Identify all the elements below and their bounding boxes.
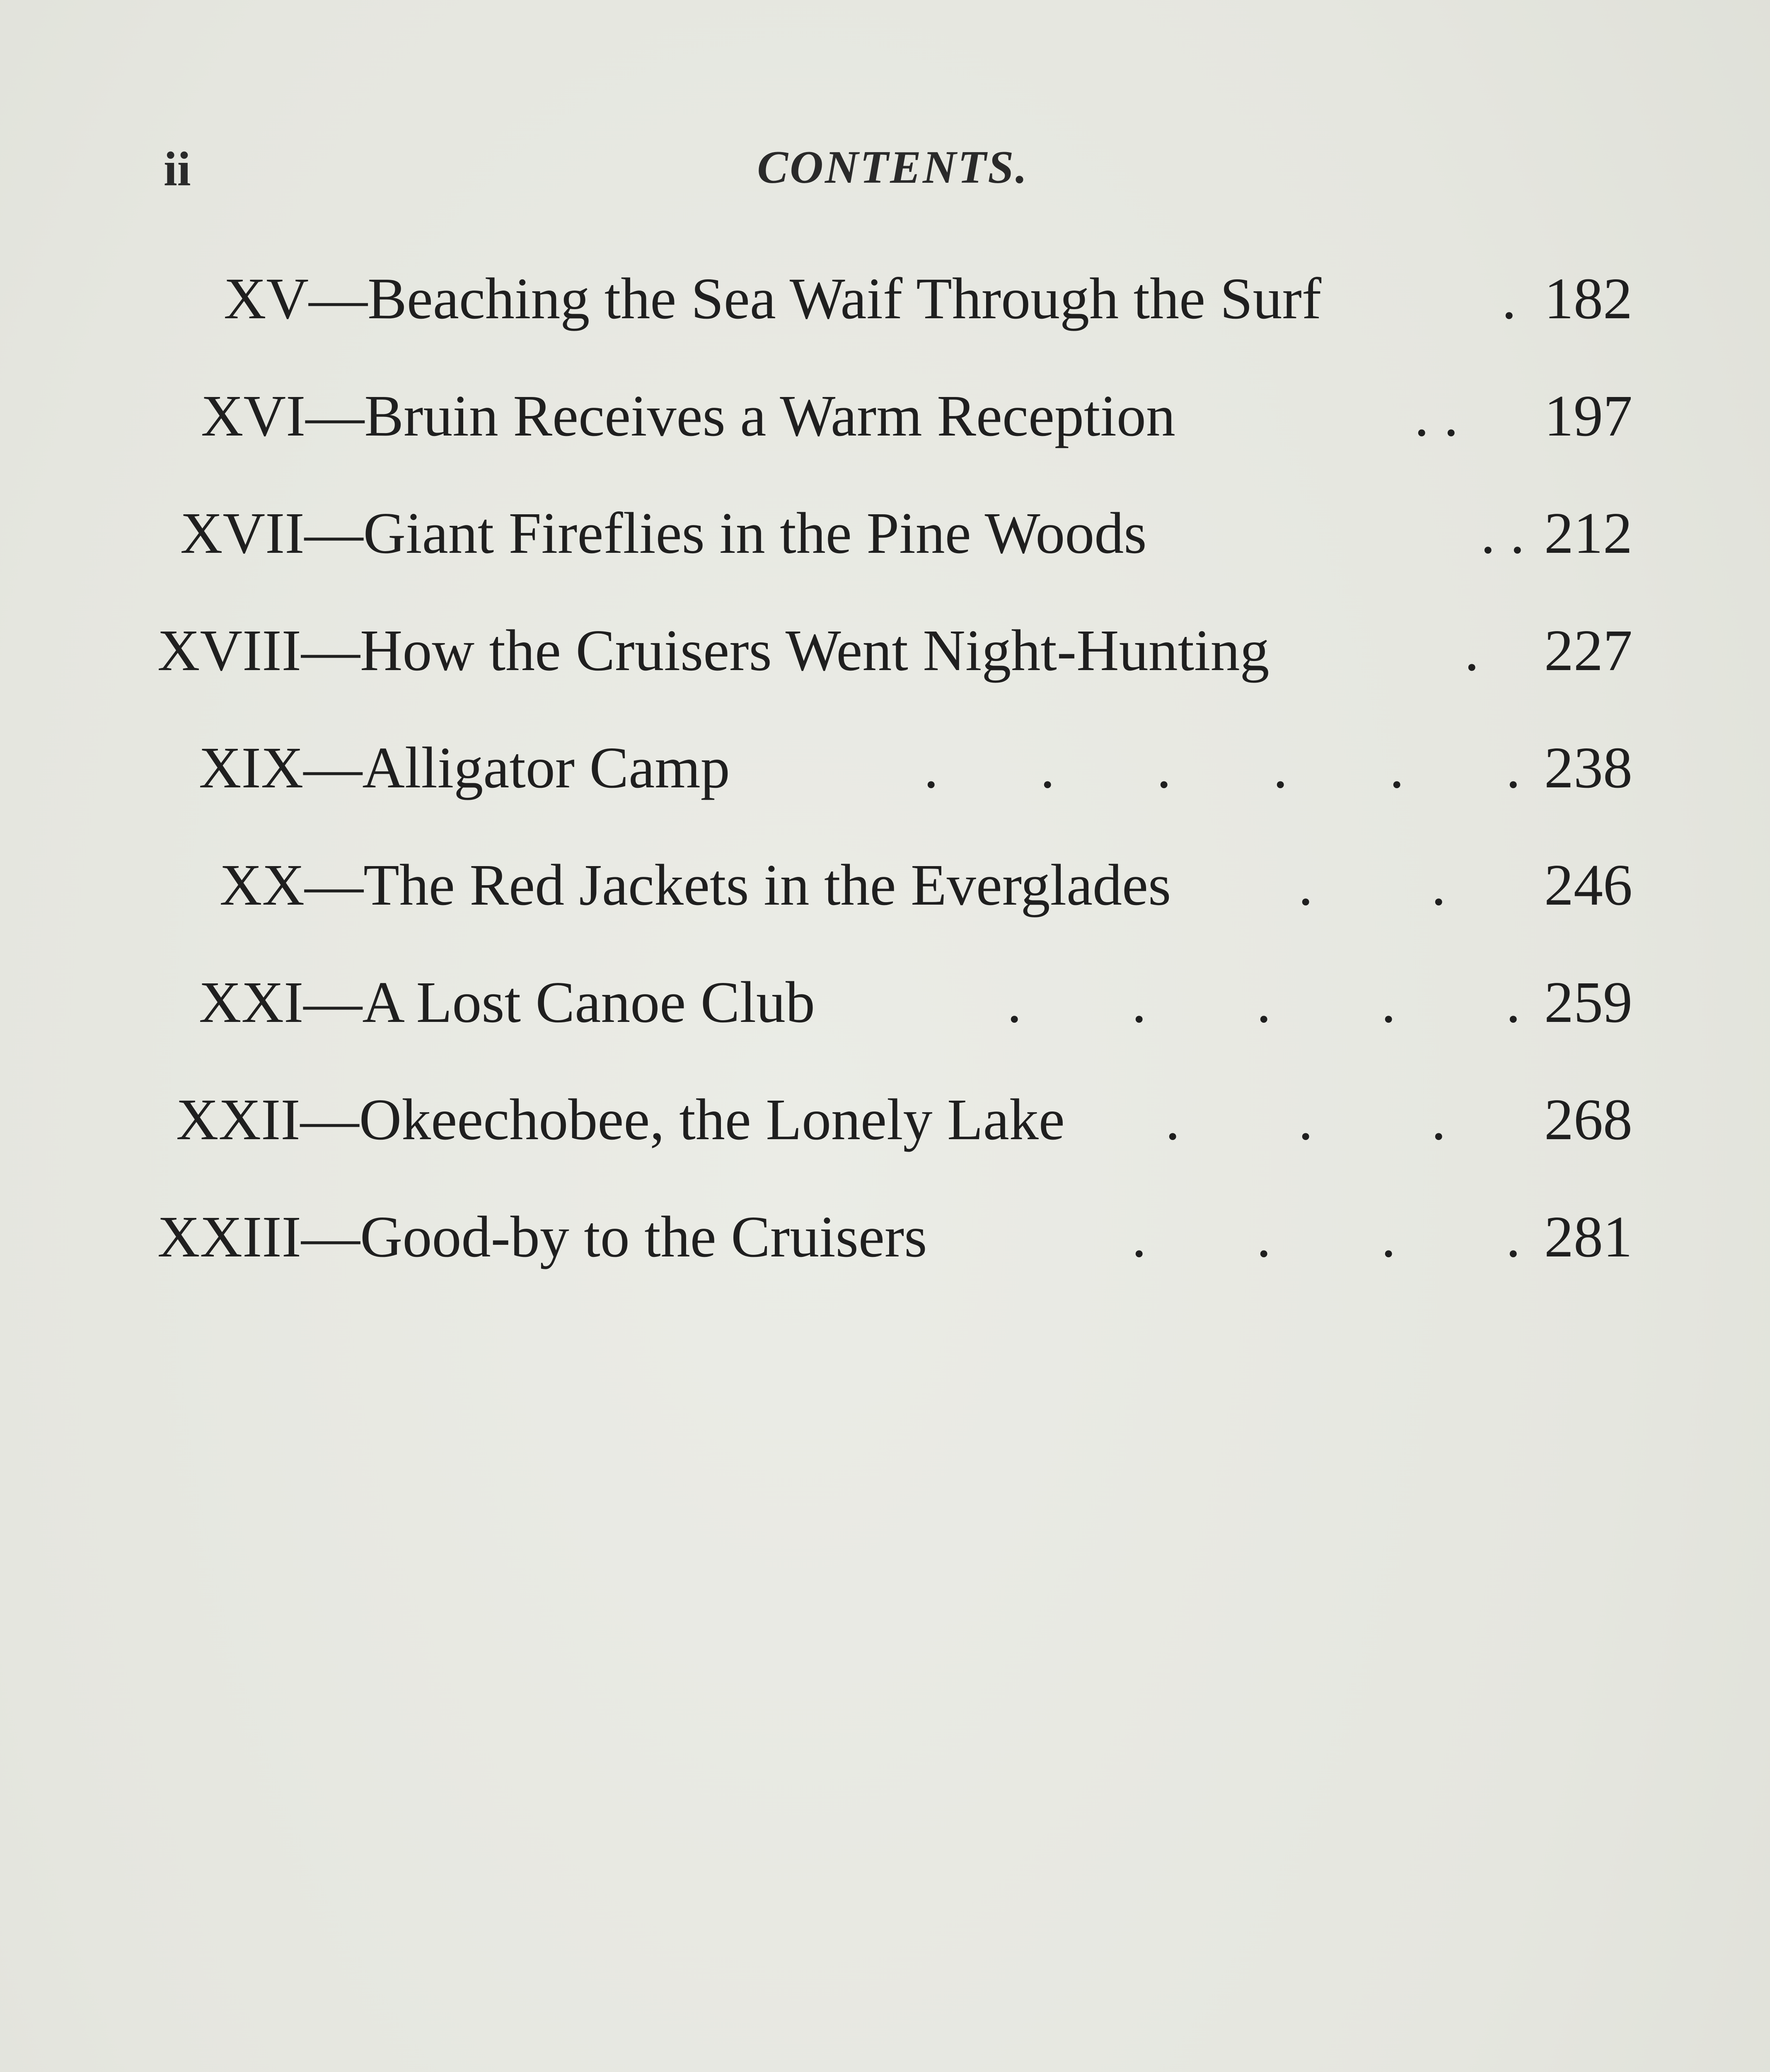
chapter-number: XV <box>224 266 309 331</box>
page-ref: 182 <box>1544 266 1632 331</box>
toc-entry: XIX—Alligator Camp . . . . . . 238 <box>157 730 1632 847</box>
leader-dots: . . <box>1414 383 1458 448</box>
chapter-title: Bruin Receives a Warm Reception <box>364 383 1175 448</box>
chapter-number: XXI <box>199 969 304 1035</box>
page-ref: 227 <box>1544 617 1632 683</box>
toc-entry: XX—The Red Jackets in the Everglades . . 246 <box>157 847 1632 965</box>
leader-dots: . <box>1502 266 1516 331</box>
toc-entry: XXIII—Good-by to the Cruisers . . . . 281 <box>157 1199 1632 1317</box>
running-title: CONTENTS. <box>757 142 1029 193</box>
leader-dots: . . <box>1298 852 1446 917</box>
chapter-number: XVIII <box>157 617 301 683</box>
chapter-title: A Lost Canoe Club <box>362 969 815 1035</box>
toc-entry: XVII—Giant Fireflies in the Pine Woods . . 212 <box>157 496 1632 613</box>
chapter-number: XX <box>220 852 305 917</box>
page-ref: 259 <box>1544 969 1632 1035</box>
page-ref: 281 <box>1544 1204 1632 1269</box>
chapter-number: XXII <box>176 1087 300 1152</box>
page-header <box>164 141 1622 215</box>
chapter-title: Beaching the Sea Waif Through the Surf <box>368 266 1322 331</box>
chapter-title: The Red Jackets in the Everglades <box>363 852 1171 917</box>
chapter-number: XXIII <box>157 1204 301 1269</box>
chapter-number: XVI <box>201 383 306 448</box>
table-of-contents <box>157 261 1632 1317</box>
leader-dots: . . <box>1480 500 1525 566</box>
leader-dots: . . . . . . <box>924 735 1521 800</box>
chapter-title: How the Cruisers Went Night-Hunting <box>360 617 1269 683</box>
chapter-title: Alligator Camp <box>362 735 730 800</box>
leader-dots: . . . . <box>1132 1204 1521 1269</box>
toc-entry: XV—Beaching the Sea Waif Through the Surf . 182 <box>157 261 1632 378</box>
page-ref: 212 <box>1544 500 1632 566</box>
toc-entry: XXII—Okeechobee, the Lonely Lake . . . 268 <box>157 1082 1632 1199</box>
leader-dots: . . . . . <box>1007 969 1521 1035</box>
page-ref: 268 <box>1544 1087 1632 1152</box>
chapter-title: Okeechobee, the Lonely Lake <box>359 1087 1065 1152</box>
chapter-title: Good-by to the Cruisers <box>360 1204 927 1269</box>
toc-entry: XVI—Bruin Receives a Warm Reception . . 197 <box>157 378 1632 496</box>
chapter-title: Giant Fireflies in the Pine Woods <box>363 500 1147 566</box>
page-ref: 197 <box>1544 383 1632 448</box>
toc-entry: XVIII—How the Cruisers Went Night-Hunting . 227 <box>157 613 1632 730</box>
toc-entry: XXI—A Lost Canoe Club . . . . . 259 <box>157 965 1632 1082</box>
chapter-number: XIX <box>199 735 304 800</box>
page-ref: 238 <box>1544 735 1632 800</box>
page-ref: 246 <box>1544 852 1632 917</box>
chapter-number: XVII <box>180 500 305 566</box>
leader-dots: . . . <box>1165 1087 1446 1152</box>
page-number: ii <box>164 142 191 196</box>
leader-dots: . <box>1464 617 1479 683</box>
